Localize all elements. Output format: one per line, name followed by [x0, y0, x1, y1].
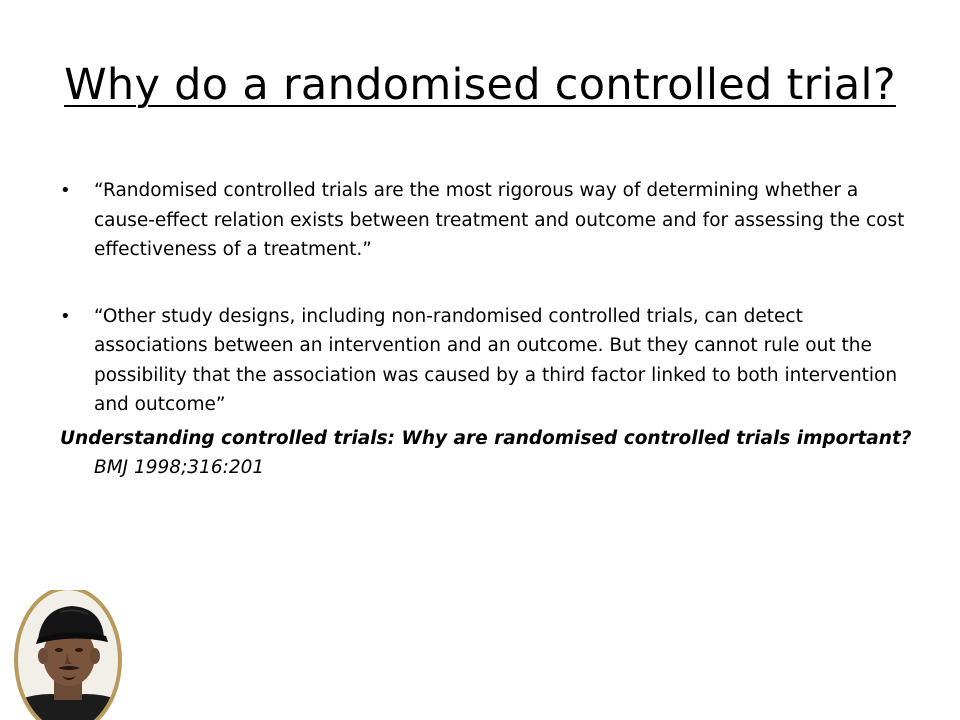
- slide-title: Why do a randomised controlled trial?: [64, 60, 896, 110]
- bullet-marker: •: [60, 180, 71, 201]
- citation: [60, 424, 920, 482]
- citation-title: Understanding controlled trials: Why are randomised controlled trials important?: [60, 428, 912, 449]
- bullet-text: “Other study designs, including non-randomised controlled trials, can detect associations between an intervention and an outcome. But they cannot rule out the possibility that the association was caused by a third factor linked to both intervention and outcome”: [94, 305, 898, 415]
- bullet-item: [60, 176, 910, 265]
- citation-reference: BMJ 1998;316:201: [94, 457, 265, 478]
- bullet-item: [60, 302, 910, 420]
- bullet-text: “Randomised controlled trials are the most rigorous way of determining whether a cause-effect relation exists between treatment and outcome and for assessing the cost effectiveness of a treatment.”: [94, 180, 905, 260]
- bullet-list: [60, 176, 910, 457]
- bullet-marker: •: [60, 305, 71, 327]
- portrait-photo: [12, 590, 124, 720]
- portrait-illustration: [12, 590, 124, 720]
